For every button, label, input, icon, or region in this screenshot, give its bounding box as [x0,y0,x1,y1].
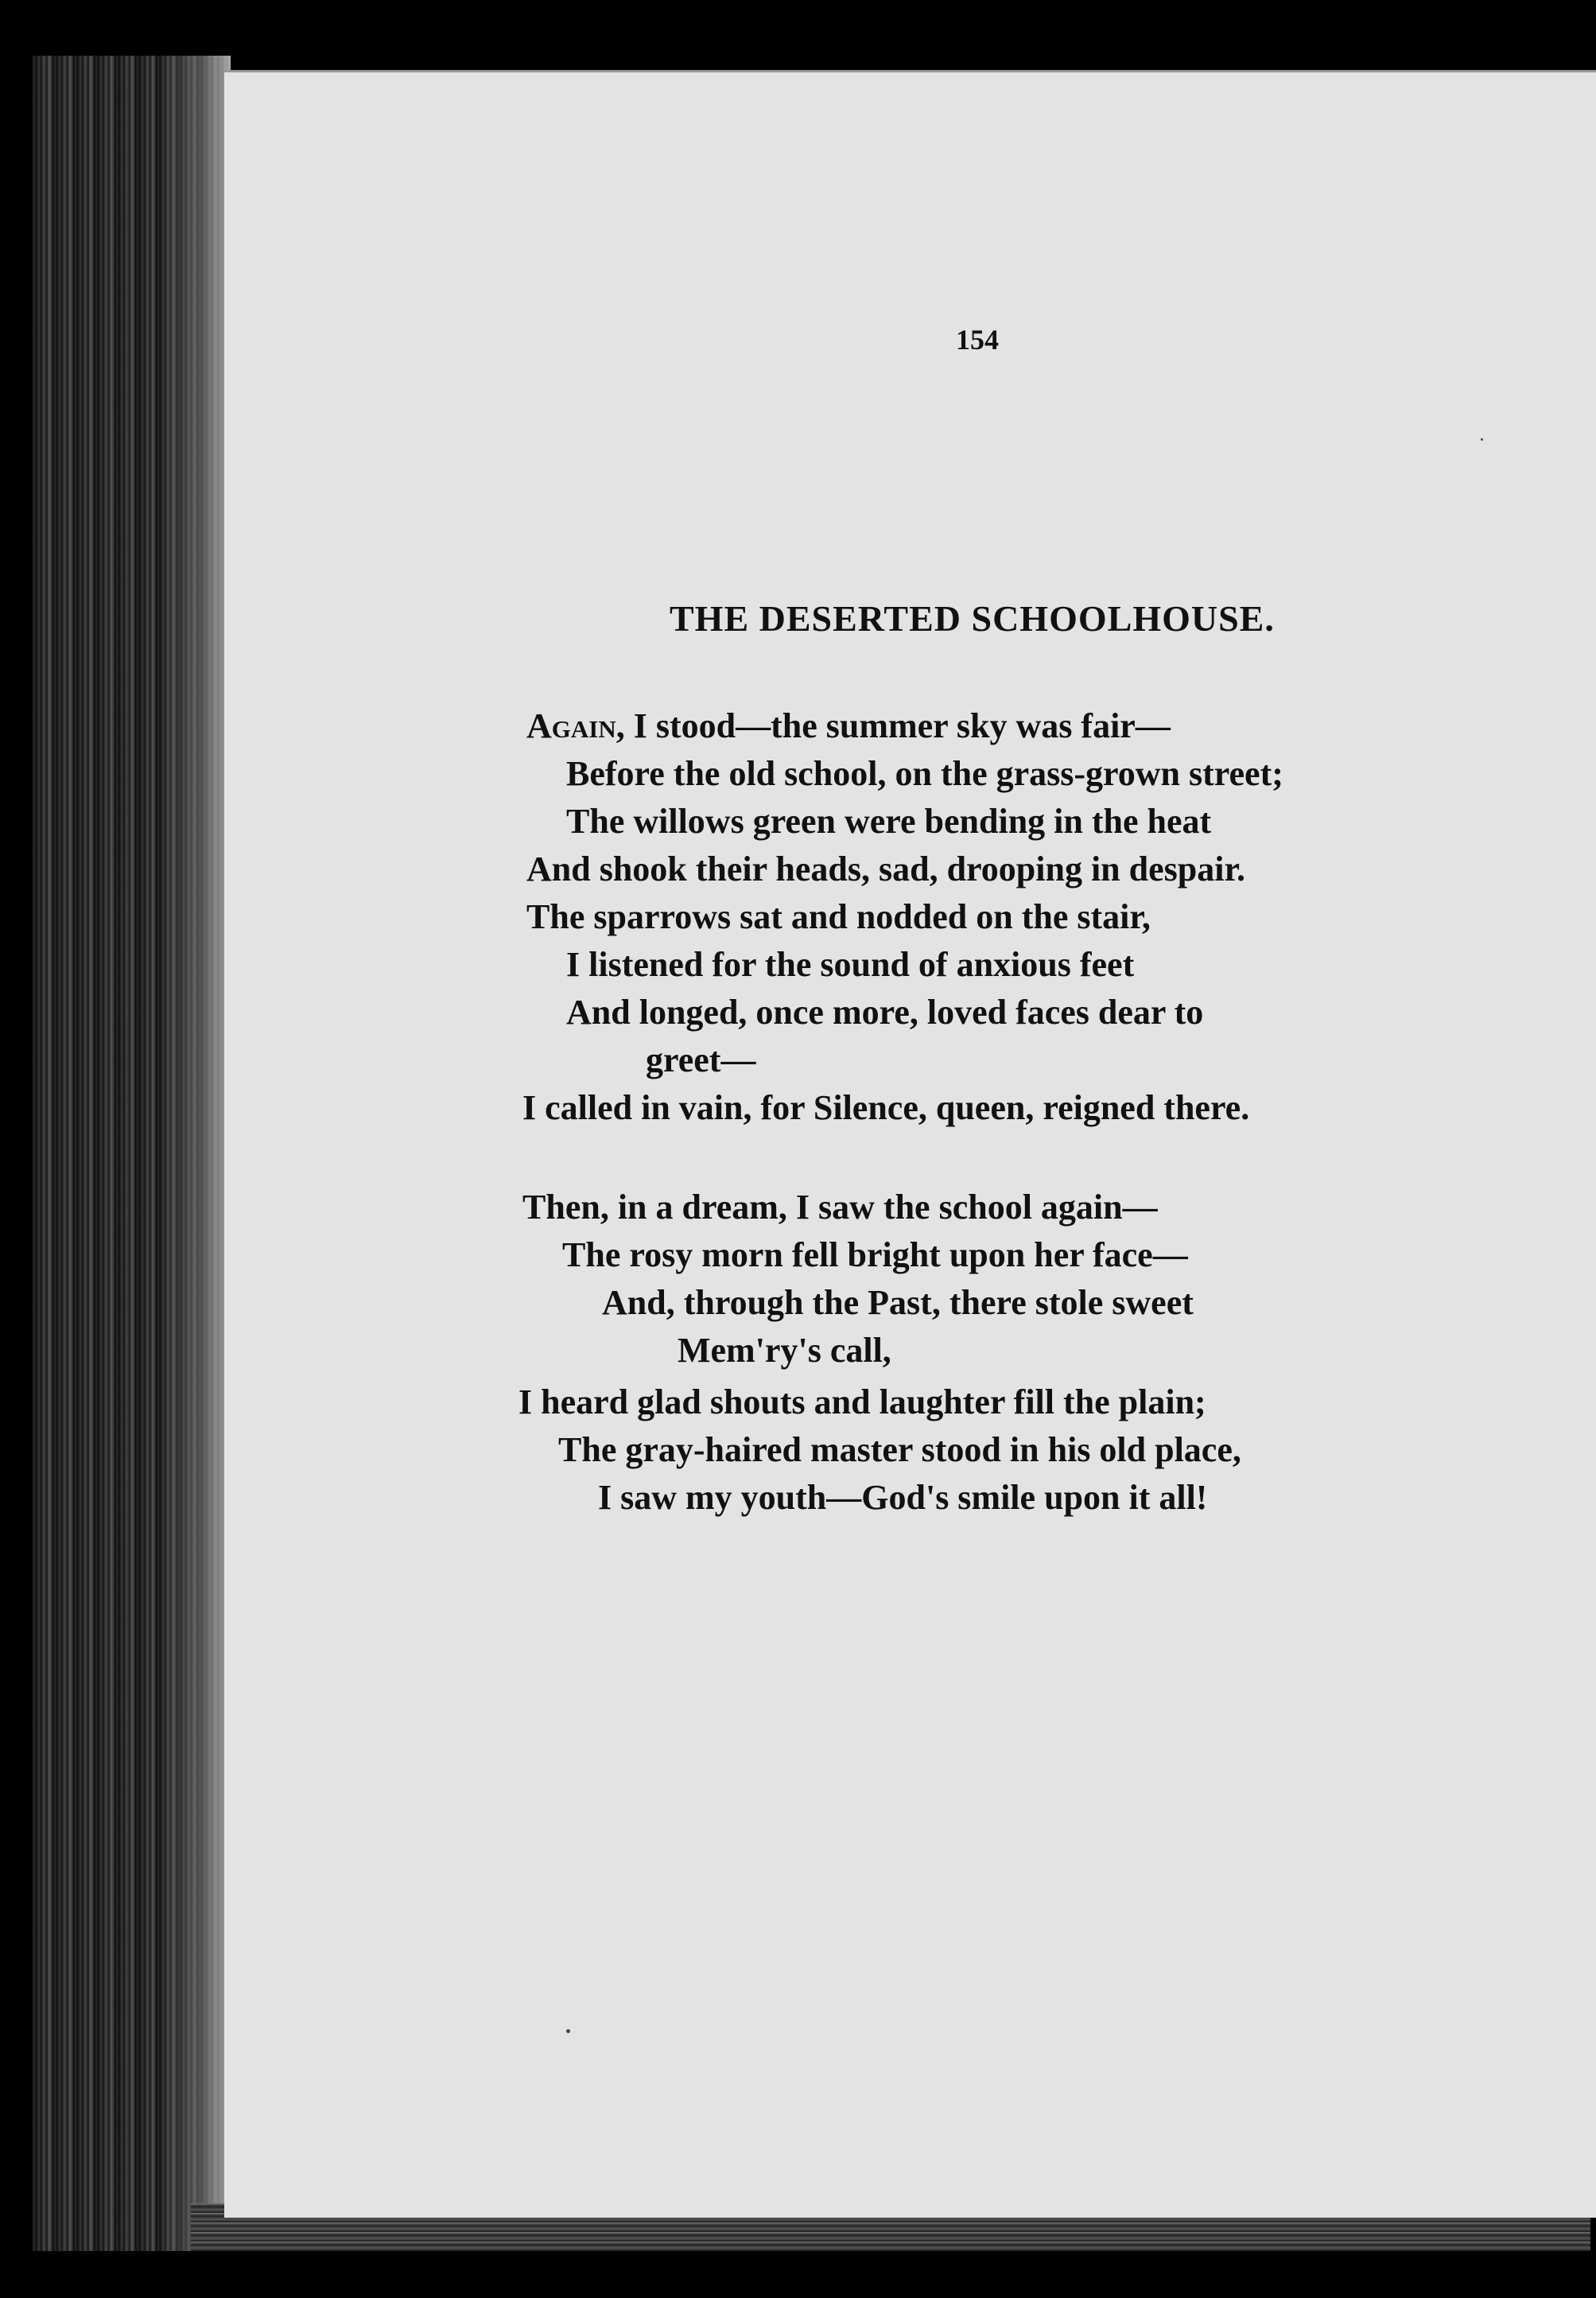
book-binding-shadow [159,56,231,2251]
scan-speck [566,2029,570,2033]
poem-line-1-first-word: Again, [526,706,625,745]
poem-line-13: Mem'ry's call, [678,1331,891,1370]
poem-line-3: The willows green were bending in the heat [566,802,1212,841]
poem-line-4: And shook their heads, sad, drooping in despair. [526,850,1245,888]
poem-line-1 [526,706,1171,745]
poem-line-14: I heard glad shouts and laughter fill the plain; [518,1382,1206,1421]
poem-title: THE DESERTED SCHOOLHOUSE. [670,598,1275,639]
poem-line-12: And, through the Past, there stole sweet [602,1283,1194,1322]
poem-line-10: Then, in a dream, I saw the school again— [522,1188,1158,1227]
book-page [224,70,1596,2218]
poem-line-6: I listened for the sound of anxious feet [566,945,1135,984]
poem-line-8: greet— [646,1040,756,1079]
poem-line-1-rest: I stood—the summer sky was fair— [624,706,1171,745]
poem-line-7: And longed, once more, loved faces dear to [566,993,1204,1032]
poem-line-9: I called in vain, for Silence, queen, reigned there. [522,1088,1250,1127]
poem-line-16: I saw my youth—God's smile upon it all! [598,1478,1208,1517]
poem-line-15: The gray-haired master stood in his old place, [558,1430,1241,1469]
poem-line-2: Before the old school, on the grass-grown street; [566,754,1283,793]
poem-line-5: The sparrows sat and nodded on the stair, [526,897,1151,936]
page-number: 154 [956,324,999,356]
scan-speck [1481,438,1483,441]
poem-line-11: The rosy morn fell bright upon her face— [562,1235,1188,1274]
